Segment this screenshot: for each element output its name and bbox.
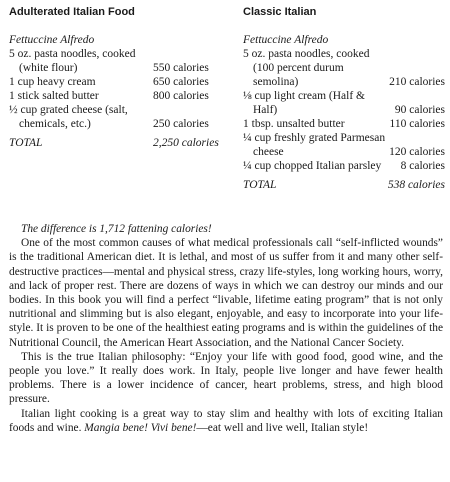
ingredient: 1 cup heavy cream [9,76,96,88]
recipe-row [9,75,231,89]
paragraph-text: Italian light cooking is a great way to stay slim and healthy with lots of exciting Italian foods and wine. [9,407,443,434]
recipe-row [243,131,445,159]
ingredient: ¼ cup freshly grated Parmesan cheese [243,132,386,158]
total-value: 538 calories [387,179,445,191]
ingredient: 1 stick salted butter [9,90,99,102]
recipe-row [243,117,445,131]
paragraph [9,407,443,435]
classic-heading: Classic Italian [243,6,317,18]
body-text [9,222,443,435]
total-value: 2,250 calories [153,137,219,149]
ingredient: 1 tbsp. unsalted butter [243,118,345,130]
ingredient: 5 oz. pasta noodles, cooked (white flour) [9,48,136,74]
ingredient: ½ cup grated cheese (salt, chemicals, etc.) [9,104,128,130]
calories: 550 calories [153,62,209,74]
lead-line: The difference is 1,712 fattening calories! [21,223,212,235]
ingredient: ¼ cup chopped Italian parsley [243,160,382,172]
recipe-row [9,89,231,103]
calories: 8 calories [400,160,445,172]
recipe-row [243,47,445,89]
ingredient: 5 oz. pasta noodles, cooked (100 percent durum semolina) [243,48,370,88]
adulterated-heading: Adulterated Italian Food [9,6,135,18]
adulterated-total [9,136,231,150]
calories: 210 calories [389,76,445,88]
calories: 650 calories [153,76,209,88]
italian-phrase: Mangia bene! Vivi bene! [84,421,197,434]
calories: 110 calories [389,118,445,130]
classic-column [243,6,445,192]
ingredient: ⅛ cup light cream (Half & Half) [243,90,365,116]
adulterated-dish-title: Fettuccine Alfredo [9,34,95,46]
recipe-row [243,89,445,117]
calories: 90 calories [394,104,445,116]
paragraph: One of the most common causes of what medical professionals call “self-inflicted wounds” is the traditional American diet. It is lethal, and most of us suffer from it and many other self-destructive practices—mental and physical stress, crazy life-styles, long working hours, worry, and lack of proper rest. There are dozens of ways in which we can destroy our minds and our bodies. In this book you will find a perfect “livable, lifetime eating program” that is not only nutritional and slimming but is also elegant, enjoyable, and easy to incorporate into your life-style. It is proven to be one of the healthiest eating programs and is within the guidelines of the Nutritional Council, the American Heart Association, and the National Cancer Society. [9,237,443,349]
paragraph: This is the true Italian philosophy: “Enjoy your life with good food, good wine, and the people you love.” It really does work. In Italy, people live longer and have fewer health problems. There is a lower incidence of cancer, heart problems, stress, and high blood pressure. [9,350,443,406]
calories: 250 calories [153,118,209,130]
recipe-row [9,47,231,75]
calories: 800 calories [153,90,209,102]
adulterated-column [9,6,231,150]
calories: 120 calories [389,146,445,158]
total-label: TOTAL [9,137,43,149]
recipe-row [243,159,445,173]
classic-total [243,178,445,192]
total-label: TOTAL [243,179,277,191]
paragraph-text: —eat well and live well, Italian style! [196,421,369,434]
recipe-row [9,103,231,131]
classic-dish-title: Fettuccine Alfredo [243,34,329,46]
